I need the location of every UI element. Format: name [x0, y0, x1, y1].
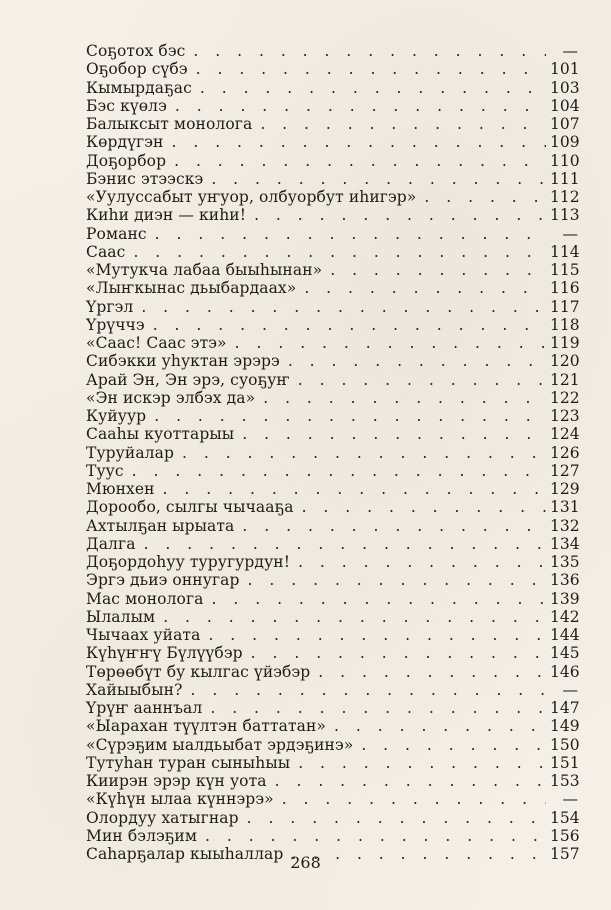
toc-entry-title: Бэнис этээскэ	[86, 169, 204, 188]
toc-entry	[86, 772, 578, 790]
toc-entry-page: 124	[550, 425, 580, 444]
toc-entry	[86, 535, 578, 553]
toc-entry-title: Арай Эн, Эн эрэ, суоҕуҥ	[86, 370, 290, 389]
toc-entry-page: 112	[550, 188, 580, 206]
dot-leader	[163, 608, 546, 626]
dot-leader	[248, 571, 546, 589]
dot-leader	[211, 170, 546, 188]
dot-leader	[212, 590, 546, 608]
dot-leader	[251, 644, 546, 662]
toc-entry-title: Хайыыбын?	[86, 680, 183, 699]
toc-entry-page: 134	[550, 534, 580, 553]
dot-leader	[175, 97, 546, 115]
toc-entry	[86, 261, 578, 279]
toc-entry-title: Туус	[86, 461, 124, 480]
dot-leader	[318, 663, 546, 681]
toc-entry	[86, 717, 578, 735]
dot-leader	[304, 279, 546, 297]
dot-leader	[132, 462, 546, 480]
toc-entry-title: Чычаах уйата	[86, 626, 201, 644]
dot-leader	[210, 699, 546, 717]
toc-entry-page: —	[562, 42, 578, 60]
toc-entry-title: Олордуу хатыгнар	[86, 808, 239, 827]
toc-entry	[86, 827, 578, 845]
toc-entry	[86, 152, 578, 170]
toc-entry-page: 121	[550, 370, 580, 389]
toc-entry-page: —	[562, 680, 578, 699]
dot-leader	[205, 827, 546, 845]
dot-leader	[288, 352, 546, 370]
toc-entry	[86, 407, 578, 425]
dot-leader	[155, 225, 546, 243]
toc-entry	[86, 790, 578, 808]
dot-leader	[254, 206, 546, 224]
toc-entry	[86, 681, 578, 699]
dot-leader	[163, 480, 546, 498]
toc-entry-title: Бэс күөлэ	[86, 96, 167, 115]
toc-entry-title: Эргэ дьиэ оннугар	[86, 571, 240, 590]
toc-entry	[86, 79, 578, 97]
toc-entry-page: —	[562, 224, 578, 243]
toc-entry-page: 117	[550, 297, 580, 316]
dot-leader	[191, 681, 547, 699]
toc-entry	[86, 243, 578, 261]
dot-leader	[298, 371, 546, 389]
toc-entry-title: Күһүҥҥү Бүлүүбэр	[86, 644, 243, 663]
toc-entry-title: Төрөөбүт бу кылгас үйэбэр	[86, 662, 311, 681]
dot-leader	[298, 553, 546, 571]
dot-leader	[196, 60, 546, 78]
dot-leader	[263, 389, 546, 407]
dot-leader	[330, 261, 546, 279]
toc-entry	[86, 334, 578, 352]
toc-entry	[86, 608, 578, 626]
toc-entry-title: Туруйалар	[86, 443, 174, 462]
toc-entry-title: Тутуһан туран сыныһыы	[86, 753, 291, 772]
toc-entry-page: 123	[550, 407, 580, 425]
dot-leader	[208, 626, 546, 644]
toc-entry	[86, 42, 578, 60]
dot-leader	[334, 717, 546, 735]
dot-leader	[133, 243, 546, 261]
toc-entry-title: Мюнхен	[86, 480, 155, 498]
toc-entry-page: 119	[550, 334, 580, 352]
toc-entry-page: 156	[550, 826, 580, 845]
page-number: 268	[290, 853, 321, 872]
toc-entry-page: 101	[550, 60, 580, 79]
toc-entry	[86, 133, 578, 151]
toc-entry	[86, 553, 578, 571]
toc-entry-title: Куйуур	[86, 407, 147, 425]
toc-entry-title: «Ыарахан түүлтэн баттатан»	[86, 717, 327, 736]
dot-leader	[193, 42, 546, 60]
dot-leader	[247, 809, 546, 827]
dot-leader	[282, 790, 546, 808]
toc-entry-title: Доҕорбор	[86, 151, 167, 170]
toc-entry-title: «Лыҥкынас дьыбардаах»	[86, 279, 297, 298]
toc-entry-page: 151	[550, 753, 580, 772]
dot-leader	[154, 407, 546, 425]
toc-entry	[86, 170, 578, 188]
toc-entry-page: 145	[550, 644, 580, 663]
toc-entry-title: Көрдүгэн	[86, 133, 164, 152]
dot-leader	[242, 425, 546, 443]
toc-entry	[86, 60, 578, 78]
toc-entry	[86, 371, 578, 389]
toc-entry-title: «Саас! Саас этэ»	[86, 334, 227, 352]
toc-entry-page: 135	[550, 553, 580, 571]
toc-entry-title: Саһарҕалар кыыһаллар	[86, 845, 284, 863]
toc-entry-title: Саас	[86, 242, 126, 261]
toc-entry	[86, 517, 578, 535]
toc-entry-page: 126	[550, 443, 580, 462]
toc-entry-page: 107	[550, 115, 580, 133]
toc-entry-title: Оҕобор сүбэ	[86, 60, 188, 79]
toc-entry-title: Мас монолога	[86, 589, 204, 608]
toc-entry-title: Балыксыт монолога	[86, 115, 253, 133]
toc-entry	[86, 352, 578, 370]
toc-entry-page: 147	[550, 699, 580, 717]
dot-leader	[141, 298, 546, 316]
toc-entry	[86, 462, 578, 480]
table-of-contents	[86, 42, 578, 863]
toc-entry	[86, 444, 578, 462]
toc-entry-title: «Сүрэҕим ыалдьыбат эрдэҕинэ»	[86, 735, 354, 754]
toc-entry-page: 120	[550, 352, 580, 371]
dot-leader	[424, 188, 546, 206]
toc-entry-page: 129	[550, 480, 580, 498]
toc-entry-title: Сааһы куоттарыы	[86, 425, 235, 444]
toc-entry-title: Үрүччэ	[86, 315, 145, 334]
toc-entry-page: 122	[550, 388, 580, 407]
toc-entry	[86, 480, 578, 498]
toc-entry	[86, 316, 578, 334]
toc-entry	[86, 425, 578, 443]
toc-entry-title: Ахтылҕан ырыата	[86, 516, 235, 535]
toc-entry-page: —	[562, 790, 578, 809]
toc-entry	[86, 590, 578, 608]
toc-entry-page: 136	[550, 571, 580, 590]
dot-leader	[174, 152, 546, 170]
toc-entry	[86, 97, 578, 115]
toc-entry-page: 114	[550, 242, 580, 261]
toc-entry-title: Киирэн эрэр күн уота	[86, 772, 267, 790]
toc-entry	[86, 809, 578, 827]
dot-leader	[361, 736, 546, 754]
toc-entry	[86, 644, 578, 662]
toc-entry-title: Кымырдаҕас	[86, 78, 192, 97]
toc-entry-title: Дорообо, сылгы чычааҕа	[86, 498, 294, 517]
dot-leader	[171, 133, 546, 151]
toc-entry-title: Үрүҥ ааннъал	[86, 699, 203, 717]
toc-entry-page: 146	[550, 662, 580, 681]
dot-leader	[235, 334, 546, 352]
toc-entry	[86, 206, 578, 224]
toc-entry	[86, 663, 578, 681]
toc-entry-page: 109	[550, 133, 580, 152]
toc-entry-page: 116	[550, 279, 580, 298]
toc-entry-title: «Мутукча лабаа быыһынан»	[86, 261, 323, 279]
dot-leader	[182, 444, 546, 462]
toc-entry	[86, 626, 578, 644]
toc-entry-page: 115	[550, 261, 580, 279]
toc-entry-page: 110	[550, 151, 580, 170]
toc-entry-title: «Күһүн ылаа күннэрэ»	[86, 790, 274, 809]
toc-entry-title: Романс	[86, 224, 147, 243]
toc-entry	[86, 188, 578, 206]
toc-entry-page: 139	[550, 589, 580, 608]
toc-entry	[86, 115, 578, 133]
dot-leader	[302, 498, 546, 516]
dot-leader	[275, 772, 546, 790]
toc-entry-page: 150	[550, 735, 580, 754]
toc-entry-page: 142	[550, 607, 580, 626]
toc-entry-title: Үргэл	[86, 297, 134, 316]
toc-entry-page: 104	[550, 96, 580, 115]
toc-entry-page: 113	[550, 206, 580, 225]
toc-entry	[86, 389, 578, 407]
toc-entry-title: Мин бэлэҕим	[86, 826, 198, 845]
toc-entry	[86, 736, 578, 754]
toc-entry-page: 157	[550, 845, 580, 863]
dot-leader	[144, 535, 546, 553]
toc-entry-title: Доҕордоһуу туругурдун!	[86, 553, 291, 571]
toc-entry-title: Киһи диэн — киһи!	[86, 206, 247, 225]
toc-entry	[86, 279, 578, 297]
toc-entry	[86, 498, 578, 516]
toc-entry	[86, 298, 578, 316]
toc-entry-title: Соҕотох бэс	[86, 42, 186, 60]
toc-entry-page: 153	[550, 772, 580, 790]
toc-entry-title: «Эн искэр элбэх да»	[86, 388, 256, 407]
toc-entry-page: 144	[550, 626, 580, 644]
toc-entry-page: 127	[550, 461, 580, 480]
dot-leader	[298, 754, 546, 772]
toc-entry-page: 118	[550, 315, 580, 334]
toc-entry	[86, 699, 578, 717]
toc-entry-title: «Уулуссабыт уҥуор, олбуорбут иһигэр»	[86, 188, 417, 206]
dot-leader	[242, 517, 546, 535]
toc-entry-page: 154	[550, 808, 580, 827]
dot-leader	[200, 79, 546, 97]
toc-entry	[86, 225, 578, 243]
toc-entry	[86, 754, 578, 772]
toc-entry-page: 131	[550, 498, 580, 517]
toc-entry-page: 149	[550, 717, 580, 736]
toc-entry-page: 111	[550, 169, 580, 188]
toc-entry-title: Сибэкки уһуктан эрэрэ	[86, 352, 280, 371]
toc-entry-page: 132	[550, 516, 580, 535]
dot-leader	[153, 316, 546, 334]
toc-entry-title: Ылалым	[86, 607, 156, 626]
toc-entry	[86, 571, 578, 589]
dot-leader	[260, 115, 546, 133]
toc-entry-title: Далга	[86, 534, 136, 553]
toc-entry-page: 103	[550, 78, 580, 97]
